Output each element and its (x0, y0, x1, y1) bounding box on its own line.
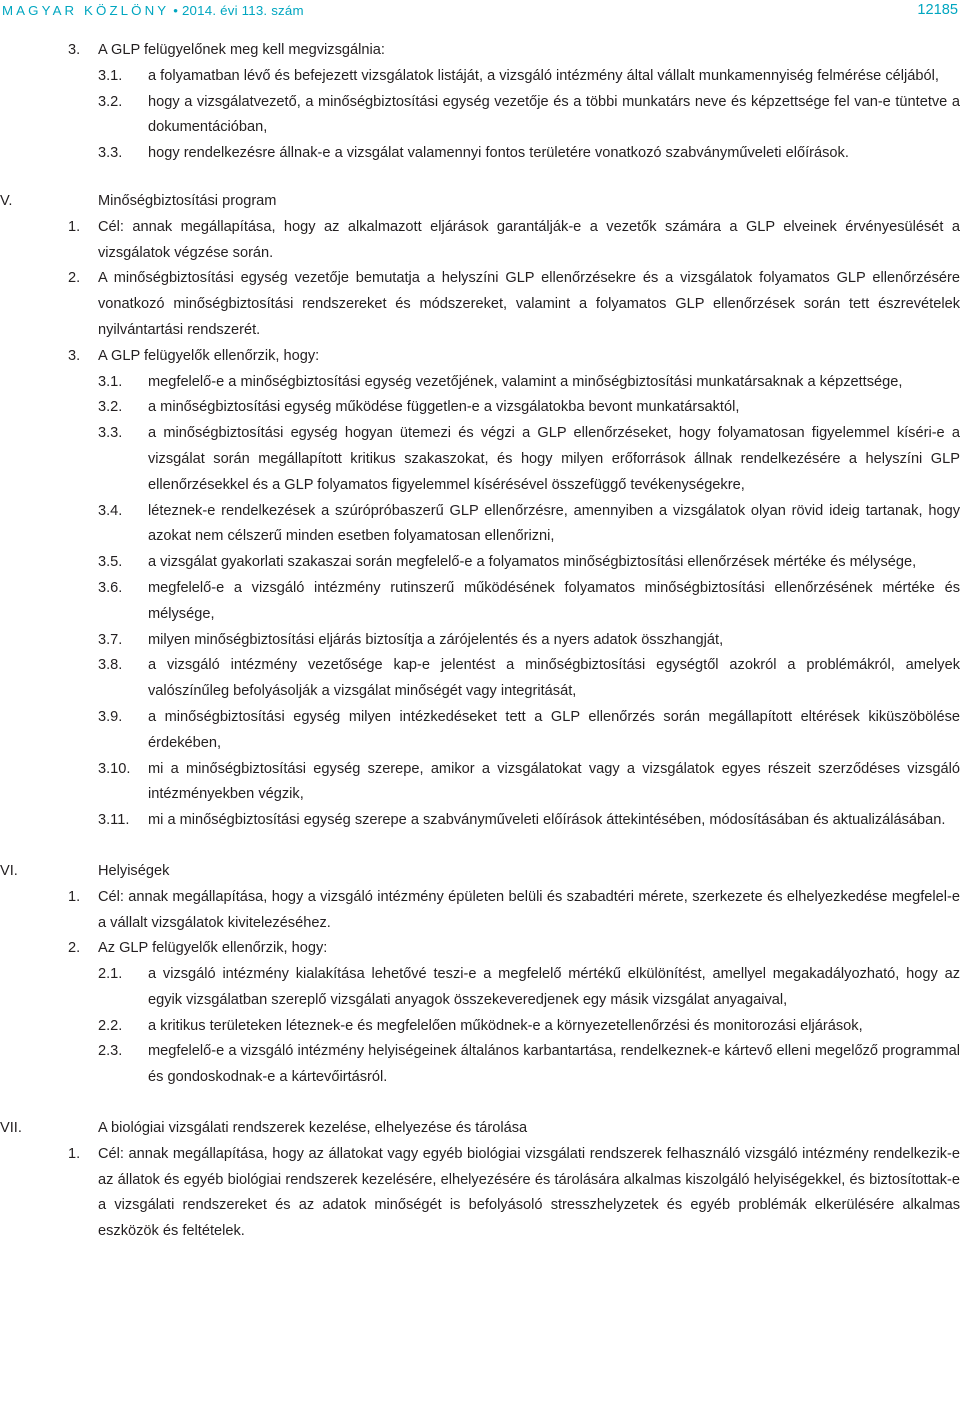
item-number: 2.2. (98, 1017, 123, 1034)
sub-list-item (0, 141, 960, 167)
section-heading (0, 189, 960, 215)
item-number: 3.4. (98, 502, 123, 519)
item-text: léteznek-e rendelkezések a szúrópróbaszerű GLP ellenőrzésre, amennyiben a vizsgálatok olyan rövid ideig tartanak, hogy azokat nem célszerű minden esetben folyamatosan ellenőrizni, (148, 502, 960, 545)
item-text: hogy rendelkezésre állnak-e a vizsgálat valamennyi fontos területére vonatkozó szabványműveleti előírások. (148, 145, 849, 162)
sub-list-item (0, 64, 960, 90)
item-text: mi a minőségbiztosítási egység szerepe a szabványműveleti előírások áttekintésében, módosításában és aktualizálásában. (148, 812, 946, 829)
sub-list-item (0, 962, 960, 1014)
item-number: 3.1. (98, 373, 123, 390)
list-item (0, 266, 960, 343)
list-item (0, 936, 960, 962)
section-number: VII. (0, 1120, 22, 1137)
item-text: a folyamatban lévő és befejezett vizsgálatok listáját, a vizsgáló intézmény által vállalt munkamennyiség felmérése céljából, (148, 67, 939, 84)
running-header (2, 0, 304, 24)
item-text: a kritikus területeken léteznek-e és megfelelően működnek-e a környezetellenőrzési és monitorozási eljárások, (148, 1017, 863, 1034)
item-text: hogy a vizsgálatvezető, a minőségbiztosítási egység vezetője és a többi munkatárs neve és képzettsége fel van-e tüntetve a dokumentációban, (148, 93, 960, 136)
list-item (0, 885, 960, 937)
item-number: 2. (68, 940, 81, 957)
sub-list-item (0, 90, 960, 142)
item-text: a minőségbiztosítási egység hogyan ütemezi és végzi a GLP ellenőrzéseket, hogy folyamatosan figyelemmel kíséri-e a vizsgálat során megállapított kritikus szakaszokat, és hogy milyen erőforrások állnak rendelkezésére a helyszíni GLP ellenőrzésekkel és a GLP folyamatos figyelemmel kísérésével összefüggő tevékenységekre, (148, 425, 960, 493)
section-heading (0, 1116, 960, 1142)
section-number: V. (0, 192, 13, 209)
item-text: a vizsgáló intézmény vezetősége kap-e jelentést a minőségbiztosítási egységtől azokról a problémákról, amelyek valószínűleg befolyásolják a vizsgálat minőségét vagy integritását, (148, 657, 960, 700)
item-text: megfelelő-e a minőségbiztosítási egység vezetőjének, valamint a minőségbiztosítási munkatársaknak a képzettsége, (148, 373, 903, 390)
sub-list-item (0, 628, 960, 654)
item-number: 3.2. (98, 93, 123, 110)
item-text: Az GLP felügyelők ellenőrzik, hogy: (98, 940, 328, 957)
item-number: 3. (68, 42, 81, 58)
document-body (0, 38, 960, 1245)
item-number: 3.6. (98, 579, 123, 596)
item-number: 3.5. (98, 554, 123, 571)
sub-list-item (0, 499, 960, 551)
section-title: Helyiségek (98, 862, 170, 879)
item-text: a vizsgálat gyakorlati szakaszai során megfelelő-e a folyamatos minőségbiztosítási ellenőrzések mértéke és mélysége, (148, 554, 917, 571)
sub-list-item (0, 808, 960, 834)
item-text: megfelelő-e a vizsgáló intézmény helyiségeinek általános karbantartása, rendelkeznek-e kártevő elleni megelőző programmal és gondoskodnak-e a kártevőirtásról. (148, 1043, 960, 1086)
section-title: A biológiai vizsgálati rendszerek kezelése, elhelyezése és tárolása (98, 1120, 528, 1137)
item-text: mi a minőségbiztosítási egység szerepe, amikor a vizsgálatokat vagy a vizsgálatok egyes részeit szerződéses vizsgáló intézményekben végzik, (148, 760, 960, 803)
list-item (0, 215, 960, 267)
section-spacer (0, 834, 960, 859)
list-item (0, 38, 960, 64)
sub-list-item (0, 653, 960, 705)
item-number: 3. (68, 347, 81, 364)
magazine-title: MAGYAR KÖZLÖNY (2, 3, 170, 18)
item-number: 3.8. (98, 657, 123, 674)
item-number: 3.3. (98, 145, 123, 162)
sub-list-item (0, 1014, 960, 1040)
page-header (0, 0, 960, 22)
item-text: A minőségbiztosítási egység vezetője bemutatja a helyszíni GLP ellenőrzésekre és a vizsgálatok folyamatos GLP ellenőrzésére vonatkozó minőségbiztosítási rendszereket és módszereket, valamint a folyamatos GLP ellenőrzések során tett észrevételek nyilvántartási rendszerét. (98, 270, 960, 338)
item-number: 3.9. (98, 708, 123, 725)
item-number: 1. (68, 1145, 81, 1162)
item-text: A GLP felügyelőnek meg kell megvizsgálnia: (98, 42, 385, 58)
item-number: 3.1. (98, 67, 123, 84)
item-text: a minőségbiztosítási egység milyen intézkedéseket tett a GLP ellenőrzés során megállapított eltérések kiküszöbölése érdekében, (148, 708, 960, 751)
item-number: 1. (68, 888, 81, 905)
item-number: 3.10. (98, 760, 131, 777)
section-title: Minőségbiztosítási program (98, 192, 277, 209)
sub-list-item (0, 757, 960, 809)
section-heading (0, 859, 960, 885)
item-number: 3.11. (98, 812, 130, 829)
item-text: Cél: annak megállapítása, hogy a vizsgáló intézmény épületen belüli és szabadtéri mérete, szerkezete és elhelyezkedése megfelel-e a vállalt vizsgálatok kivitelezéséhez. (98, 888, 960, 931)
item-text: A GLP felügyelők ellenőrzik, hogy: (98, 347, 320, 364)
list-item (0, 344, 960, 370)
list-item (0, 1142, 960, 1245)
issue-label: 2014. évi 113. szám (181, 3, 304, 18)
item-number: 2.1. (98, 966, 123, 983)
section-spacer (0, 1091, 960, 1116)
sub-list-item (0, 421, 960, 498)
item-number: 2.3. (98, 1043, 123, 1060)
item-text: megfelelő-e a vizsgáló intézmény rutinszerű működésének folyamatos minőségbiztosítási ellenőrzésének mértéke és mélysége, (148, 579, 960, 622)
header-bullet: • (173, 3, 179, 18)
item-text: a vizsgáló intézmény kialakítása lehetővé teszi-e a megfelelő mértékű elkülönítést, amellyel megakadályozható, hogy az egyik vizsgálatban szereplő vizsgálati anyagok összekeveredjenek egy másik vizsgálat anyagaival, (148, 966, 960, 1008)
item-text: a minőségbiztosítási egység működése független-e a vizsgálatokba bevont munkatársaktól, (148, 399, 740, 416)
item-number: 2. (68, 270, 81, 287)
item-number: 3.2. (98, 399, 123, 416)
item-text: Cél: annak megállapítása, hogy az állatokat vagy egyéb biológiai vizsgálati rendszerek felhasználó vizsgáló intézmény rendelkezik-e az állatok és egyéb biológiai rendszerek kezelésére, elhelyezésére és tárolására alkalmas kiszolgáló helyiségekkel, és biztosítottak-e a vizsgálati rendszereket és az adatok minőségét is befolyásoló stresszhelyzetek és egyéb problémák elkerülésére alkalmas eszközök és feltételek. (98, 1145, 960, 1240)
sub-list-item (0, 550, 960, 576)
item-text: Cél: annak megállapítása, hogy az alkalmazott eljárások garantálják-e a vezetők számára a GLP elveinek érvényesülését a vizsgálatok végzése során. (98, 218, 960, 261)
section-number: VI. (0, 862, 18, 879)
item-number: 3.3. (98, 425, 123, 442)
page-number: 12185 (917, 2, 958, 18)
sub-list-item (0, 370, 960, 396)
item-number: 3.7. (98, 631, 123, 648)
sub-list-item (0, 576, 960, 628)
item-text: milyen minőségbiztosítási eljárás biztosítja a zárójelentés és a nyers adatok összhangját, (148, 631, 724, 648)
section-spacer (0, 167, 960, 189)
item-number: 1. (68, 218, 81, 235)
sub-list-item (0, 1039, 960, 1091)
sub-list-item (0, 395, 960, 421)
sub-list-item (0, 705, 960, 757)
